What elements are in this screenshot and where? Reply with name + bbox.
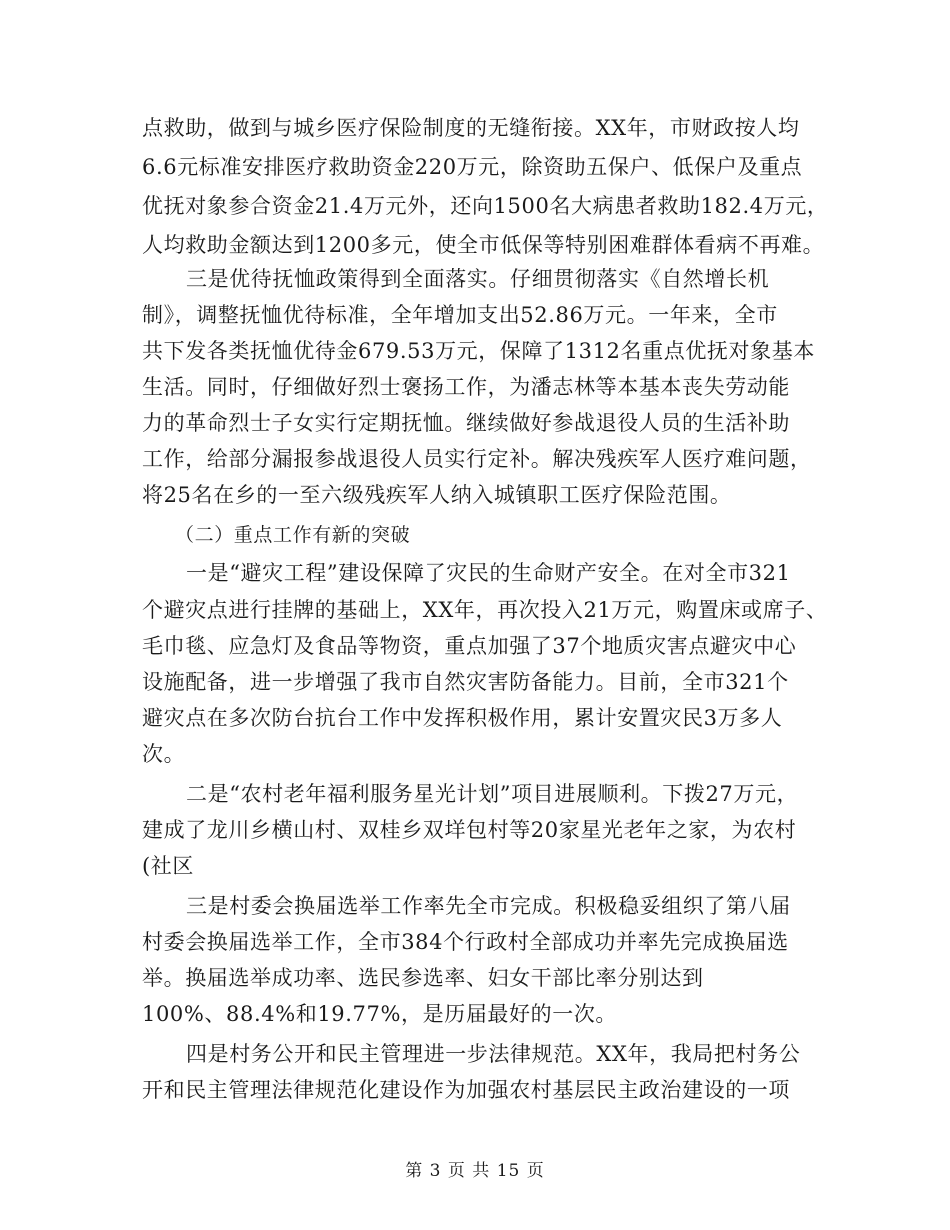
paragraph-start-line: 一是“避灾工程”建设保障了灾民的生命财产安全。在对全市321 <box>186 561 791 585</box>
text-line: 设施配备，进一步增强了我市自然灾害防备能力。目前，全市321个 <box>142 670 789 694</box>
text-line: 力的革命烈士子女实行定期抚恤。继续做好参战退役人员的生活补助 <box>142 411 790 435</box>
text-line: 建成了龙川乡横山村、双桂乡双垟包村等20家星光老年之家，为农村 <box>142 818 797 842</box>
text-line: 避灾点在多次防台抗台工作中发挥积极作用，累计安置灾民3万多人 <box>142 706 783 730</box>
text-line: 制》，调整抚恤优待标准，全年增加支出52.86万元。一年来，全市 <box>142 303 778 327</box>
text-line: 100%、88.4%和19.77%，是历届最好的一次。 <box>142 1002 618 1026</box>
section-heading: （二）重点工作有新的突破 <box>175 524 411 546</box>
text-line: 毛巾毯、应急灯及食品等物资，重点加强了37个地质灾害点避灾中心 <box>142 634 797 658</box>
text-line: 开和民主管理法律规范化建设作为加强农村基层民主政治建设的一项 <box>142 1078 790 1102</box>
page-number-footer: 第 3 页 共 15 页 <box>405 1161 545 1181</box>
text-line: 次。 <box>142 742 186 766</box>
paragraph-start-line: 三是优待抚恤政策得到全面落实。仔细贯彻落实《自然增长机 <box>186 267 770 291</box>
text-line: 村委会换届选举工作，全市384个行政村全部成功并率先完成换届选 <box>142 930 789 954</box>
paragraph-start-line: 三是村委会换届选举工作率先全市完成。积极稳妥组织了第八届 <box>186 894 791 918</box>
text-line: 共下发各类抚恤优待金679.53万元，保障了1312名重点优抚对象基本 <box>142 339 815 363</box>
text-line: (社区 <box>142 854 194 878</box>
text-line: 个避灾点进行挂牌的基础上，XX年，再次投入21万元，购置床或席子、 <box>142 598 828 622</box>
text-line: 将25名在乡的一至六级残疾军人纳入城镇职工医疗保险范围。 <box>142 483 732 507</box>
text-line: 工作，给部分漏报参战退役人员实行定补。解决残疾军人医疗难问题， <box>142 447 812 471</box>
paragraph-start-line: 二是“农村老年福利服务星光计划”项目进展顺利。下拨27万元， <box>186 782 799 806</box>
text-line: 优抚对象参合资金21.4万元外，还向1500名大病患者救助182.4万元， <box>142 194 829 218</box>
text-line: 举。换届选举成功率、选民参选率、妇女干部比率分别达到 <box>142 966 704 990</box>
paragraph-start-line: 四是村务公开和民主管理进一步法律规范。XX年，我局把村务公 <box>186 1042 801 1066</box>
text-line: 人均救助金额达到1200多元，使全市低保等特别困难群体看病不再难。 <box>142 233 825 257</box>
text-line: 6.6元标准安排医疗救助资金220万元，除资助五保户、低保户及重点 <box>142 155 803 179</box>
text-line: 点救助，做到与城乡医疗保险制度的无缝衔接。XX年，市财政按人均 <box>142 116 800 140</box>
text-line: 生活。同时，仔细做好烈士褒扬工作，为潘志林等本基本丧失劳动能 <box>142 375 790 399</box>
